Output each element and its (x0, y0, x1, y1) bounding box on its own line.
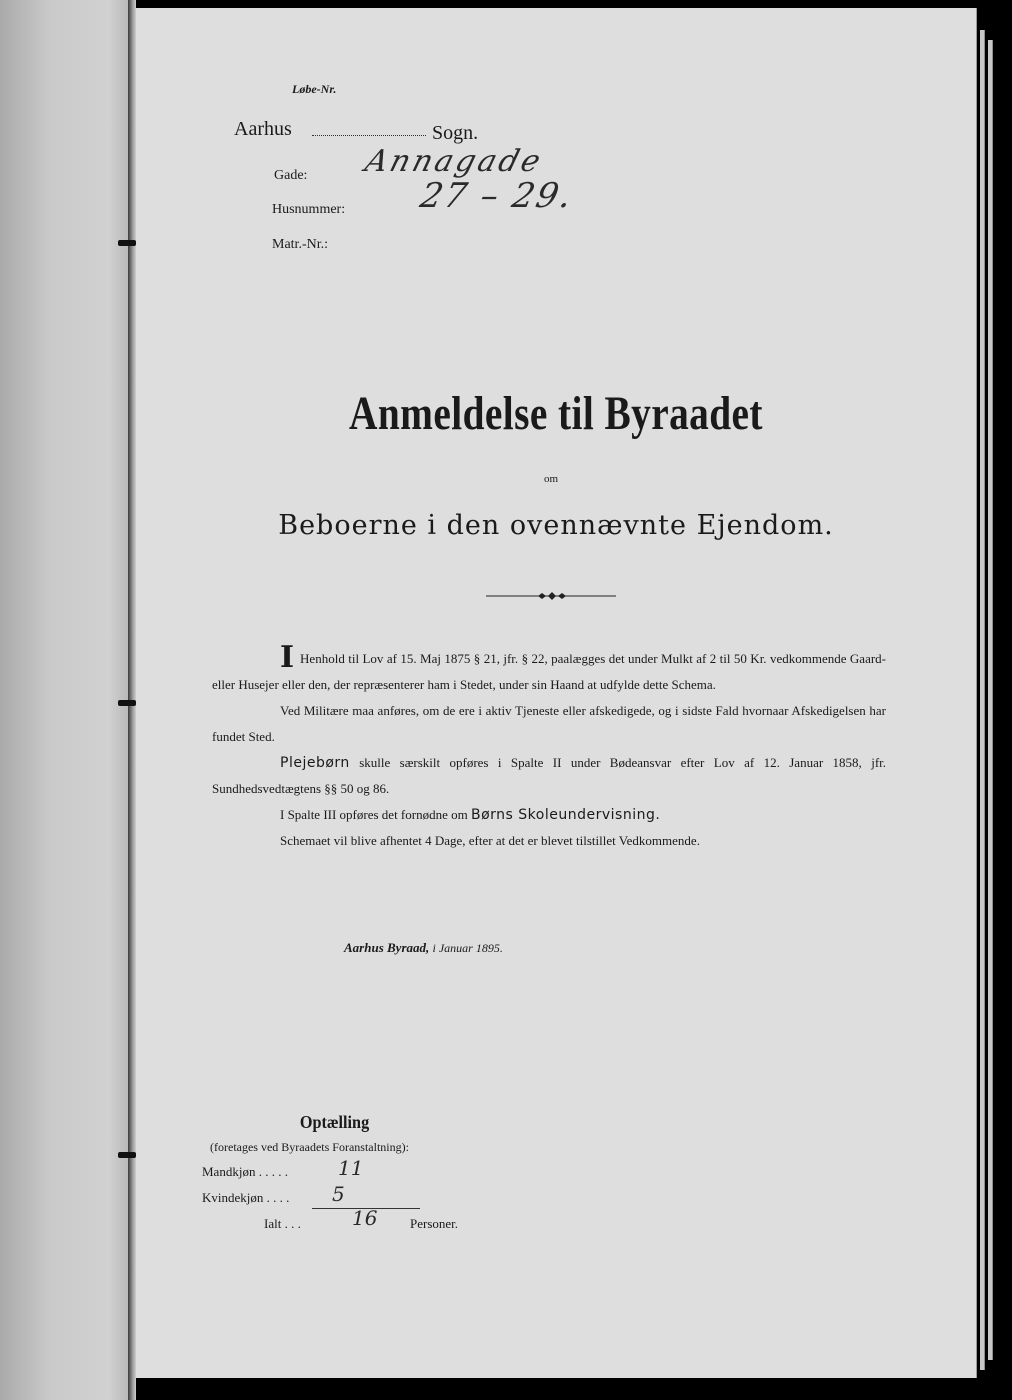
instructions-text (212, 640, 887, 854)
optaelling-title: Optælling (299, 1112, 370, 1132)
signature-line (344, 940, 503, 956)
paragraph-plejeborn (212, 750, 886, 802)
left-page (0, 0, 128, 1400)
plejeborn-text: skulle særskilt opføres i Spalte II under Bødeansvar efter Lov af 12. Januar 1858, jfr. Sundhedsvedtægtens §§ 50 og 86. (212, 755, 887, 796)
ialt-label: Ialt . . . (264, 1216, 301, 1231)
signature-org: Aarhus Byraad, (344, 940, 430, 955)
kvindekjon-label: Kvindekjøn . . . . (202, 1190, 290, 1205)
husnummer-label: Husnummer: (272, 202, 346, 217)
dropcap: I (280, 640, 295, 675)
ornament-divider (486, 592, 616, 600)
paragraph-law-text: Henhold til Lov af 15. Maj 1875 § 21, jfr. § 22, paalægges det under Mulkt af 2 til 50 Kr. vedkommende Gaard- eller Husejer eller den, der repræsenterer ham i Stedet, under sin Haand at udfylde dette Schema. (212, 651, 886, 692)
mandkjon-value: 11 (338, 1156, 364, 1180)
gade-handwritten-value: Annagade (361, 144, 547, 179)
matr-nr-label: Matr.-Nr.: (272, 237, 328, 252)
personer-label: Personer. (410, 1216, 459, 1231)
optaelling-subtitle: (foretages ved Byraadets Foranstaltning): (210, 1140, 409, 1154)
signature-date: i Januar 1895. (432, 941, 503, 955)
page-edge (988, 40, 993, 1360)
binding-thread-mark (118, 240, 136, 246)
husnummer-handwritten-value: 27 – 29. (416, 176, 578, 216)
gade-label: Gade: (274, 168, 308, 183)
city-label: Aarhus (234, 118, 292, 140)
om-connector: om (544, 473, 559, 485)
document-page (136, 8, 977, 1378)
paragraph-pickup: Schemaet vil blive afhentet 4 Dage, efter at det er blevet tilstillet Vedkommende. (280, 833, 700, 848)
ialt-value: 16 (352, 1206, 378, 1230)
paragraph-school (212, 802, 886, 828)
binding-thread-mark (118, 700, 136, 706)
kvindekjon-value: 5 (332, 1182, 345, 1206)
document-subtitle: Beboerne i den ovennævnte Ejendom. (278, 510, 834, 541)
page-edge (980, 30, 985, 1370)
school-text: I Spalte III opføres det fornødne om (280, 807, 468, 822)
paragraph-law (212, 640, 886, 698)
loebe-nr-label: Løbe-Nr. (292, 82, 337, 96)
sogn-dotted-line (312, 135, 426, 136)
paragraph-military: Ved Militære maa anføres, om de ere i aktiv Tjeneste eller afskedigede, og i sidste Fald hvornaar Afskedigelsen har fundet Sted. (212, 703, 886, 744)
binding-thread-mark (118, 1152, 136, 1158)
plejeborn-emphasis: Plejebørn (280, 755, 350, 771)
sogn-label: Sogn. (432, 122, 479, 144)
document-title: Anmeldelse til Byraadet (349, 387, 763, 440)
mandkjon-label: Mandkjøn . . . . . (202, 1164, 288, 1179)
school-emphasis: Børns Skoleundervisning. (470, 807, 661, 823)
